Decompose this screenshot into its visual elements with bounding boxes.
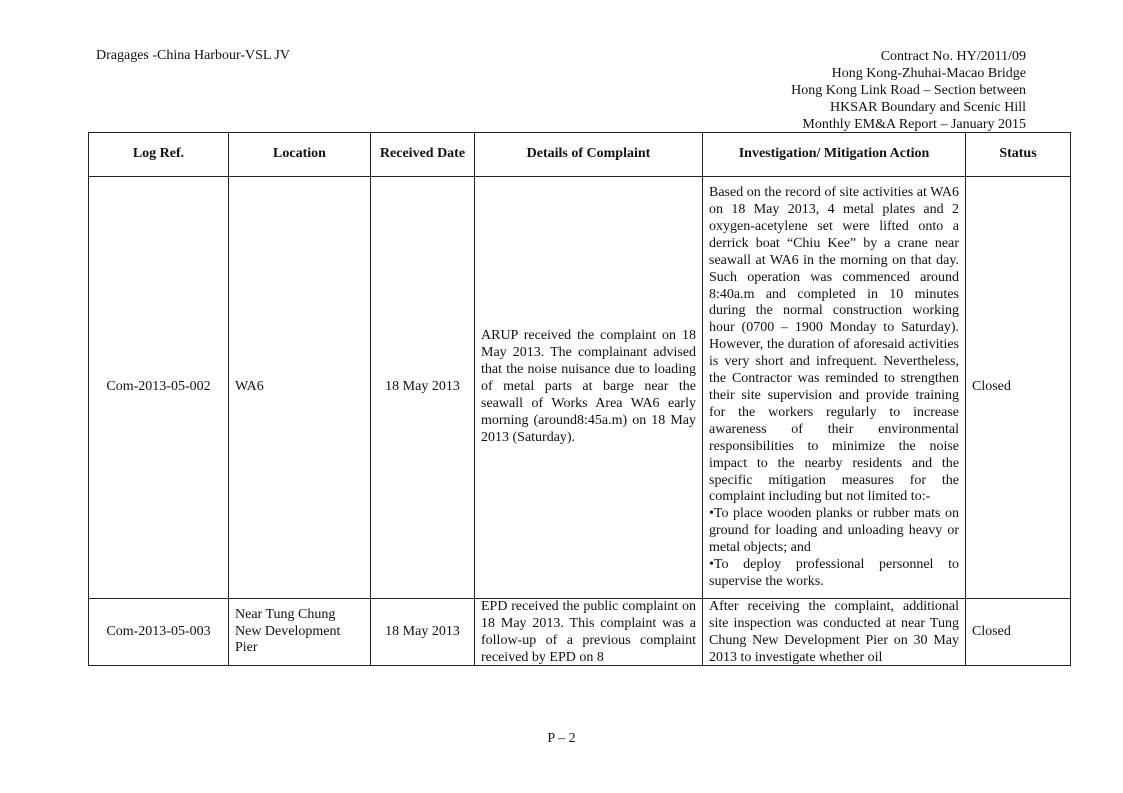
log-ref-cell: Com-2013-05-003 [89,599,229,666]
location-cell: Near Tung Chung New Development Pier [229,599,371,666]
mitigation-bullet: •To place wooden planks or rubber mats on ground for loading and unloading heavy or metal objects; and [709,506,959,556]
report-title: Monthly EM&A Report – January 2015 [802,117,1026,132]
table-header-row [89,133,1071,177]
column-header-received-date: Received Date [371,133,475,177]
report-header [606,48,1026,133]
complaint-log-table [88,132,1071,666]
column-header-investigation: Investigation/ Mitigation Action [703,133,966,177]
investigation-cell [703,177,966,599]
column-header-location: Location [229,133,371,177]
project-name: Hong Kong-Zhuhai-Macao Bridge [831,66,1026,81]
column-header-log-ref: Log Ref. [89,133,229,177]
location-cell: WA6 [229,177,371,599]
investigation-text: After receiving the complaint, additional site inspection was conducted at near Tung Chung New Development Pier on 30 May 2013 to investigate whether oil [709,599,959,665]
status-cell: Closed [966,177,1071,599]
details-text: EPD received the public complaint on 18 May 2013. This complaint was a follow-up of a previous complaint received by EPD on 8 [481,599,696,665]
mitigation-bullet: •To deploy professional personnel to supervise the works. [709,557,959,589]
column-header-details: Details of Complaint [475,133,703,177]
contractor-name: Dragages -China Harbour-VSL JV [96,48,290,63]
investigation-paragraph: Based on the record of site activities at WA6 on 18 May 2013, 4 metal plates and 2 oxygen-acetylene set were lifted onto a derrick boat “Chiu Kee” by a crane near seawall at WA6 in the morning on that day. Such operation was commenced around 8:40a.m and completed in 10 minutes during the normal construction working hour (0700 – 1900 Monday to Saturday). However, the duration of aforesaid activities is very short and infrequent. Nevertheless, the Contractor was reminded to strengthen their site supervision and provide training for the workers regularly to increase awareness of their environmental responsibilities to minimize the noise impact to the nearby residents and the specific mitigation measures for the complaint including but not limited to:- [709,185,959,505]
contract-number: Contract No. HY/2011/09 [880,49,1026,64]
received-date-cell: 18 May 2013 [371,177,475,599]
page-number: P – 2 [547,731,576,746]
details-cell [475,599,703,666]
details-cell: ARUP received the complaint on 18 May 2013. The complainant advised that the noise nuisance due to loading of metal parts at barge near the seawall of Works Area WA6 early morning (around8:45a.m) on 18 May 2013 (Saturday). [475,177,703,599]
project-section: Hong Kong Link Road – Section between [791,83,1026,98]
column-header-status: Status [966,133,1071,177]
table-row [89,177,1071,599]
project-section-extent: HKSAR Boundary and Scenic Hill [830,100,1026,115]
investigation-cell [703,599,966,666]
status-cell: Closed [966,599,1071,666]
log-ref-cell: Com-2013-05-002 [89,177,229,599]
received-date-cell: 18 May 2013 [371,599,475,666]
table-row [89,599,1071,666]
